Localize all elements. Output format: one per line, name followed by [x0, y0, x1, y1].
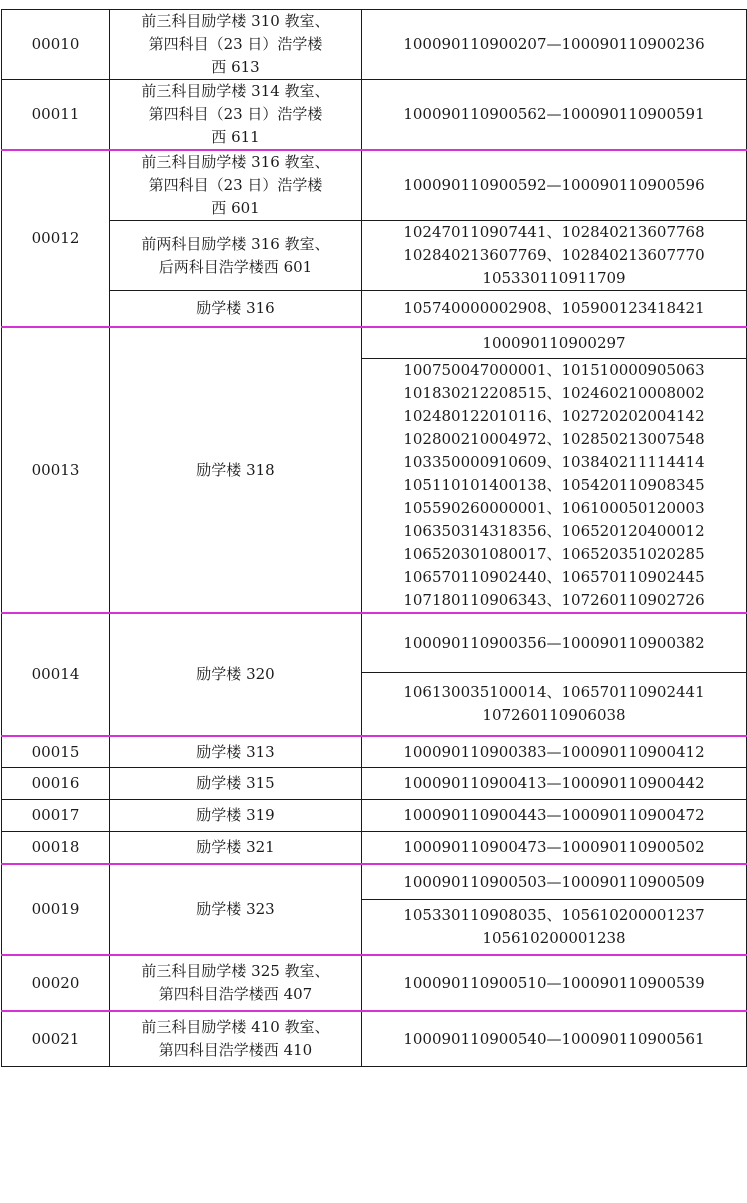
group-id: 00013 [2, 327, 110, 613]
number-line: 102800210004972、102850213007548 [403, 430, 705, 448]
room-line: 前两科目励学楼 316 教室、 [141, 234, 330, 253]
number-line: 103350000910609、103840211114414 [403, 453, 705, 471]
room-cell [110, 1011, 362, 1067]
table-row [2, 80, 747, 151]
table-row [2, 613, 747, 673]
room-cell: 励学楼 321 [110, 832, 362, 865]
candidate-numbers: 100090110900592—100090110900596 [362, 150, 747, 221]
room-line: 第四科目（23 日）浩学楼 [148, 176, 323, 194]
candidate-numbers: 100090110900562—100090110900591 [362, 80, 747, 151]
exam-room-table [1, 9, 747, 1067]
group-id: 00016 [2, 768, 110, 800]
group-id: 00014 [2, 613, 110, 736]
number-line: 102470110907441、102840213607768 [403, 223, 705, 241]
group-id: 00010 [2, 10, 110, 80]
candidate-numbers: 100090110900503—100090110900509 [362, 864, 747, 900]
room-line: 第四科目浩学楼西 410 [158, 1041, 313, 1059]
table-row [2, 10, 747, 80]
group-id: 00015 [2, 736, 110, 768]
room-cell: 励学楼 313 [110, 736, 362, 768]
table-row [2, 291, 747, 328]
room-line: 前三科目励学楼 410 教室、 [141, 1018, 330, 1036]
room-cell [110, 955, 362, 1011]
table-row [2, 327, 747, 359]
table-row [2, 150, 747, 221]
number-line: 105610200001238 [482, 929, 626, 947]
room-cell: 励学楼 320 [110, 613, 362, 736]
candidate-numbers: 100090110900356—100090110900382 [362, 613, 747, 673]
table-row [2, 736, 747, 768]
candidate-numbers: 100090110900207—100090110900236 [362, 10, 747, 80]
candidate-numbers: 105740000002908、105900123418421 [362, 291, 747, 328]
number-line: 105330110908035、105610200001237 [403, 906, 705, 924]
room-cell: 励学楼 318 [110, 327, 362, 613]
room-line: 前三科目励学楼 325 教室、 [141, 962, 330, 980]
room-line: 后两科目浩学楼西 601 [158, 257, 313, 276]
room-cell [110, 221, 362, 291]
room-line: 前三科目励学楼 316 教室、 [141, 153, 330, 171]
number-line: 102480122010116、102720202004142 [403, 407, 705, 425]
room-line: 西 611 [211, 128, 260, 146]
candidate-numbers: 100090110900510—100090110900539 [362, 955, 747, 1011]
candidate-numbers: 100090110900443—100090110900472 [362, 800, 747, 832]
candidate-numbers [362, 221, 747, 291]
number-line: 105590260000001、106100050120003 [403, 499, 705, 517]
number-line: 105110101400138、105420110908345 [403, 476, 705, 494]
group-id: 00018 [2, 832, 110, 865]
group-id: 00012 [2, 150, 110, 327]
table-row [2, 955, 747, 1011]
candidate-numbers [362, 359, 747, 614]
room-line: 西 601 [211, 199, 260, 217]
candidate-numbers [362, 900, 747, 956]
table-row [2, 864, 747, 900]
number-line: 107180110906343、107260110902726 [403, 591, 705, 609]
table-row [2, 221, 747, 291]
candidate-numbers [362, 673, 747, 737]
number-line: 105330110911709 [482, 269, 626, 287]
group-id: 00021 [2, 1011, 110, 1067]
candidate-numbers: 100090110900413—100090110900442 [362, 768, 747, 800]
room-line: 前三科目励学楼 314 教室、 [141, 82, 330, 100]
room-line: 前三科目励学楼 310 教室、 [141, 12, 330, 30]
room-line: 第四科目浩学楼西 407 [158, 985, 313, 1003]
candidate-numbers: 100090110900540—100090110900561 [362, 1011, 747, 1067]
room-cell: 励学楼 323 [110, 864, 362, 955]
room-line: 第四科目（23 日）浩学楼 [148, 35, 323, 53]
room-cell [110, 150, 362, 221]
number-line: 106570110902440、106570110902445 [403, 568, 705, 586]
room-cell: 励学楼 315 [110, 768, 362, 800]
candidate-numbers: 100090110900383—100090110900412 [362, 736, 747, 768]
group-id: 00020 [2, 955, 110, 1011]
candidate-numbers: 100090110900297 [362, 327, 747, 359]
table-row [2, 1011, 747, 1067]
candidate-numbers: 100090110900473—100090110900502 [362, 832, 747, 865]
room-cell: 励学楼 319 [110, 800, 362, 832]
table-row [2, 832, 747, 865]
number-line: 106520301080017、106520351020285 [403, 545, 705, 563]
room-cell [110, 10, 362, 80]
table-row [2, 768, 747, 800]
room-cell: 励学楼 316 [110, 291, 362, 328]
number-line: 100750047000001、101510000905063 [403, 361, 705, 379]
room-cell [110, 80, 362, 151]
group-id: 00011 [2, 80, 110, 151]
room-line: 第四科目（23 日）浩学楼 [148, 105, 323, 123]
room-line: 西 613 [211, 58, 260, 76]
table-row [2, 800, 747, 832]
group-id: 00019 [2, 864, 110, 955]
number-line: 101830212208515、102460210008002 [403, 384, 705, 402]
number-line: 106350314318356、106520120400012 [403, 522, 705, 540]
number-line: 107260110906038 [482, 706, 626, 724]
number-line: 102840213607769、102840213607770 [403, 246, 705, 264]
group-id: 00017 [2, 800, 110, 832]
number-line: 106130035100014、106570110902441 [403, 683, 705, 701]
